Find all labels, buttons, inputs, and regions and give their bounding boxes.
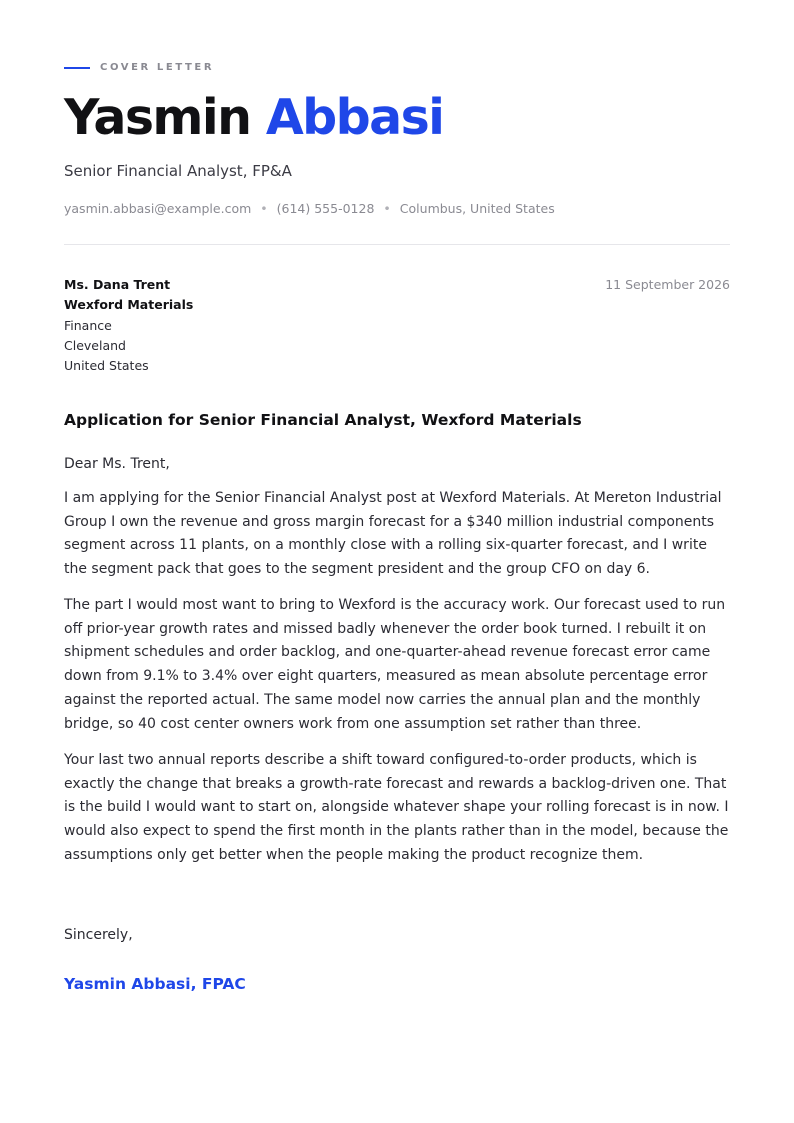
letter-salutation: Dear Ms. Trent, [64,456,170,472]
letter-closing: Sincerely, [64,927,133,943]
recipient-department: Finance [64,317,112,333]
contact-separator: • [383,201,391,216]
recipient-company: Wexford Materials [64,297,194,313]
body-paragraph: The part I would most want to bring to Wexford is the accuracy work. Our forecast used to run off prior-year growth rates and missed badly whenever the order book turned. I rebuilt it on shipment schedules and order backlog, and one-quarter-ahead revenue forecast error came down from 9.1% to 3.4% over eight quarters, measured as mean absolute percentage error against the reported actual. The same model now carries the annual plan and the monthly bridge, so 40 cost center owners work from one assumption set rather than three. [64,597,726,732]
eyebrow-label: COVER LETTER [100,62,215,73]
letter-signature: Yasmin Abbasi, FPAC [64,975,246,993]
recipient-city: Cleveland [64,337,126,353]
recipient-country: United States [64,358,149,374]
contact-line [64,200,555,217]
contact-location: Columbus, United States [399,201,555,216]
applicant-role: Senior Financial Analyst, FP&A [64,162,292,180]
applicant-name [64,86,443,150]
letter-subject: Application for Senior Financial Analyst, Wexford Materials [64,411,582,429]
contact-phone[interactable]: (614) 555-0128 [276,201,375,216]
applicant-first-name: Yasmin [64,89,251,146]
header-divider [64,244,730,245]
body-paragraph: Your last two annual reports describe a shift toward configured-to-order products, which is exactly the change that breaks a growth-rate forecast and rewards a backlog-driven one. That is the build I would want to start on, alongside whatever shape your rolling forecast is in now. I would also expect to spend the first month in the plants rather than in the model, because the assumptions only get better when the people making the product recognize them. [64,752,729,863]
applicant-last-name: Abbasi [265,89,444,146]
eyebrow [64,62,214,74]
letter-date: 11 September 2026 [605,277,730,292]
contact-separator: • [260,201,268,216]
contact-email[interactable]: yasmin.abbasi@example.com [64,201,252,216]
recipient-name: Ms. Dana Trent [64,277,171,292]
body-paragraph: I am applying for the Senior Financial Analyst post at Wexford Materials. At Mereton Industrial Group I own the revenue and gross margin forecast for a $340 million industrial components segment across 11 plants, on a monthly close with a rolling six-quarter forecast, and I write the segment pack that goes to the segment president and the group CFO on day 6. [64,490,722,578]
recipient-block [64,275,193,376]
eyebrow-accent-rule [64,67,90,69]
